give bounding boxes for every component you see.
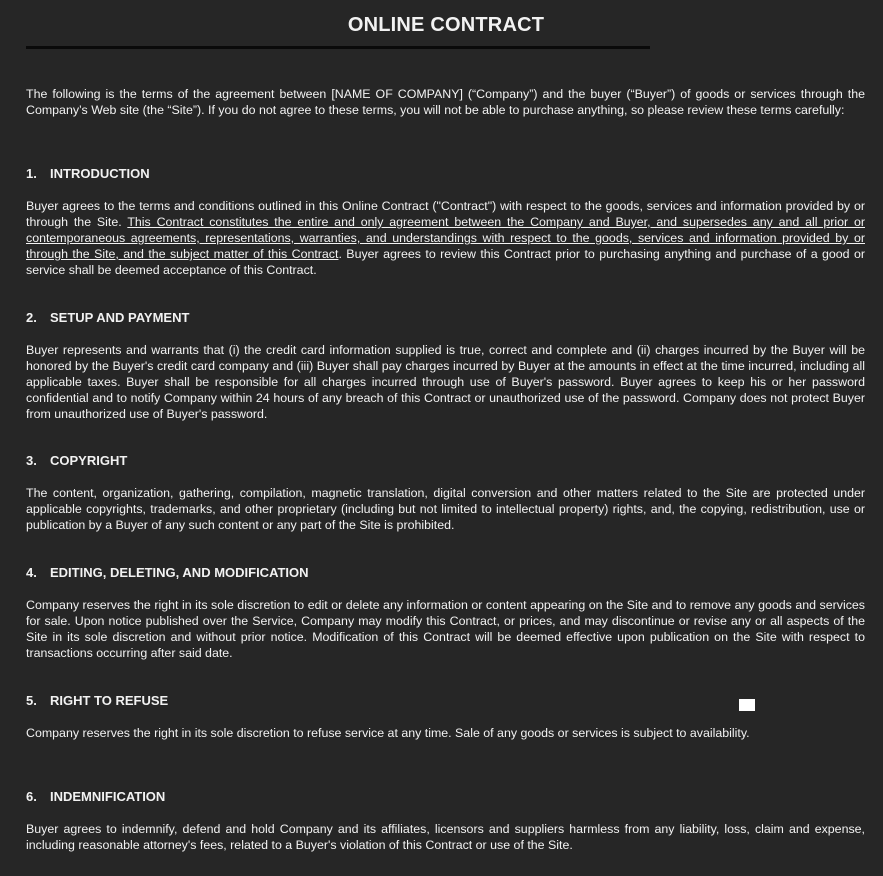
section-4-heading xyxy=(26,565,309,581)
section-5-title: RIGHT TO REFUSE xyxy=(50,693,169,708)
white-box-marker xyxy=(739,699,755,711)
section-6-number: 6. xyxy=(26,789,37,804)
section-4-title: EDITING, DELETING, AND MODIFICATION xyxy=(50,565,309,580)
section-1-body xyxy=(26,198,865,278)
section-6-heading xyxy=(26,789,165,805)
document-title: ONLINE CONTRACT xyxy=(347,14,545,36)
section-1-body-tail: . Buyer agrees to review this Contract prior to purchasing anything and purchase of a good or service shall be deemed acceptance of this Contract. xyxy=(26,247,865,277)
section-2-number: 2. xyxy=(26,310,37,325)
section-2-body: Buyer represents and warrants that (i) the credit card information supplied is true, correct and complete and (ii) charges incurred by the Buyer will be honored by the Buyer's credit card company and (iii) Buyer shall pay charges incurred by Buyer at the amounts in effect at the time incurred, including all applicable taxes. Buyer shall be responsible for all charges incurred through use of Buyer's password. Buyer agrees to keep his or her password confidential and to notify Company within 24 hours of any breach of this Contract or unauthorized use of the password. Company does not protect Buyer from unauthorized use of Buyer's password. xyxy=(26,343,865,421)
intro-paragraph: The following is the terms of the agreement between [NAME OF COMPANY] (“Company”) and the buyer (“Buyer”) of goods or services through the Company’s Web site (the “Site”). If you do not agree to these terms, you will not be able to purchase anything, so please review these terms carefully: xyxy=(26,87,865,117)
section-3-number: 3. xyxy=(26,453,37,468)
section-3-heading xyxy=(26,453,127,469)
section-1-title: INTRODUCTION xyxy=(50,166,150,181)
section-4-body: Company reserves the right in its sole discretion to edit or delete any information or content appearing on the Site and to remove any goods and services for sale. Upon notice published over the Service, Company may modify this Contract, or prices, and may discontinue or revise any or all aspects of the Site in its sole discretion and without prior notice. Modification of this Contract will be deemed effective upon publication on the Site with respect to transactions occurring after said date. xyxy=(26,598,865,660)
section-3-title: COPYRIGHT xyxy=(50,453,128,468)
section-2-heading xyxy=(26,310,189,326)
section-1-heading xyxy=(26,166,150,182)
section-1-underlined-clause: This Contract constitutes the entire and only agreement between the Company and Buyer, and supersedes any and all prior or contemporaneous agreements, representations, warranties, and understandings with respect to the goods, services and information provided by or through the Site, and the subject matter of this Contract xyxy=(26,215,865,261)
section-4-number: 4. xyxy=(26,565,37,580)
section-6-body: Buyer agrees to indemnify, defend and hold Company and its affiliates, licensors and suppliers harmless from any liability, loss, claim and expense, including reasonable attorney's fees, related to a Buyer's violation of this Contract or use of the Site. xyxy=(26,822,865,852)
section-1-body-text: Buyer agrees to the terms and conditions outlined in this Online Contract ("Contract") with respect to the goods, services and information provided by or through the Site. xyxy=(26,199,865,229)
section-5-body: Company reserves the right in its sole discretion to refuse service at any time. Sale of any goods or services is subject to availability. xyxy=(26,726,750,740)
section-6-title: INDEMNIFICATION xyxy=(50,789,166,804)
section-3-body: The content, organization, gathering, compilation, magnetic translation, digital conversion and other matters related to the Site are protected under applicable copyrights, trademarks, and other proprietary (including but not limited to intellectual property) rights, and, the copying, redistribution, use or publication by a Buyer of any such content or any part of the Site is prohibited. xyxy=(26,486,865,532)
section-1-number: 1. xyxy=(26,166,37,181)
section-5-heading xyxy=(26,693,168,709)
section-5-number: 5. xyxy=(26,693,37,708)
section-2-title: SETUP AND PAYMENT xyxy=(50,310,190,325)
title-underline-rule xyxy=(26,46,650,49)
